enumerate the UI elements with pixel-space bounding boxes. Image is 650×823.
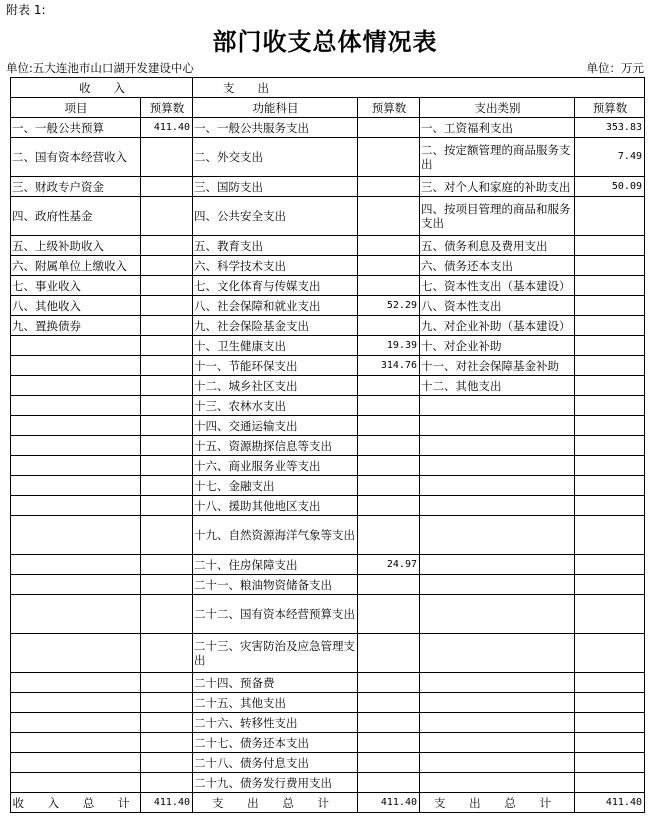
function-item: 九、社会保险基金支出 xyxy=(193,316,358,336)
function-budget xyxy=(358,733,420,753)
category-item xyxy=(420,555,575,575)
income-budget xyxy=(141,356,193,376)
function-item: 二十三、灾害防治及应急管理支出 xyxy=(193,634,358,673)
income-item xyxy=(11,376,141,396)
function-budget xyxy=(358,316,420,336)
category-item xyxy=(420,516,575,555)
category-total-value: 411.40 xyxy=(575,793,645,813)
table-row xyxy=(11,336,645,356)
income-budget xyxy=(141,376,193,396)
category-budget xyxy=(575,575,645,595)
function-budget xyxy=(358,673,420,693)
function-budget xyxy=(358,753,420,773)
function-item: 十二、城乡社区支出 xyxy=(193,376,358,396)
function-total-label: 支 出 总 计 xyxy=(193,793,358,813)
income-budget: 411.40 xyxy=(141,118,193,138)
income-budget xyxy=(141,555,193,575)
category-budget xyxy=(575,516,645,555)
category-item xyxy=(420,733,575,753)
function-item: 二十五、其他支出 xyxy=(193,693,358,713)
category-item xyxy=(420,416,575,436)
function-budget xyxy=(358,456,420,476)
table-row xyxy=(11,595,645,634)
function-item: 四、公共安全支出 xyxy=(193,197,358,236)
category-item xyxy=(420,634,575,673)
income-item: 八、其他收入 xyxy=(11,296,141,316)
table-row xyxy=(11,138,645,177)
function-item: 二十、住房保障支出 xyxy=(193,555,358,575)
table-row xyxy=(11,673,645,693)
income-budget xyxy=(141,336,193,356)
function-budget xyxy=(358,177,420,197)
function-budget xyxy=(358,118,420,138)
income-item xyxy=(11,356,141,376)
expense-group-header: 支 出 xyxy=(193,78,645,98)
income-budget xyxy=(141,516,193,555)
col-header-item: 项目 xyxy=(11,98,141,118)
table-row xyxy=(11,276,645,296)
category-item: 五、债务利息及费用支出 xyxy=(420,236,575,256)
table-row xyxy=(11,713,645,733)
income-item xyxy=(11,476,141,496)
income-item xyxy=(11,416,141,436)
income-budget xyxy=(141,773,193,793)
function-item: 十一、节能环保支出 xyxy=(193,356,358,376)
function-budget xyxy=(358,236,420,256)
income-budget xyxy=(141,316,193,336)
income-item xyxy=(11,555,141,575)
category-budget xyxy=(575,733,645,753)
income-total-label: 收 入 总 计 xyxy=(11,793,141,813)
table-row xyxy=(11,753,645,773)
table-row xyxy=(11,516,645,555)
category-item xyxy=(420,753,575,773)
income-item xyxy=(11,713,141,733)
table-row xyxy=(11,733,645,753)
category-budget: 353.83 xyxy=(575,118,645,138)
category-budget xyxy=(575,336,645,356)
function-item: 一、一般公共服务支出 xyxy=(193,118,358,138)
table-row xyxy=(11,693,645,713)
table-row xyxy=(11,773,645,793)
category-budget xyxy=(575,416,645,436)
income-budget xyxy=(141,236,193,256)
income-item: 四、政府性基金 xyxy=(11,197,141,236)
function-item: 十三、农林水支出 xyxy=(193,396,358,416)
function-item: 三、国防支出 xyxy=(193,177,358,197)
function-item: 二十八、债务付息支出 xyxy=(193,753,358,773)
income-budget xyxy=(141,693,193,713)
category-item: 七、资本性支出（基本建设） xyxy=(420,276,575,296)
category-budget xyxy=(575,555,645,575)
table-row xyxy=(11,634,645,673)
table-row xyxy=(11,416,645,436)
income-item xyxy=(11,773,141,793)
function-budget xyxy=(358,256,420,276)
category-item: 一、工资福利支出 xyxy=(420,118,575,138)
category-budget xyxy=(575,316,645,336)
table-row xyxy=(11,496,645,516)
income-budget xyxy=(141,713,193,733)
income-budget xyxy=(141,416,193,436)
category-budget xyxy=(575,595,645,634)
col-header-budget-function: 预算数 xyxy=(358,98,420,118)
category-budget xyxy=(575,276,645,296)
income-item: 二、国有资本经营收入 xyxy=(11,138,141,177)
function-budget xyxy=(358,138,420,177)
category-item: 四、按项目管理的商品和服务支出 xyxy=(420,197,575,236)
function-item: 六、科学技术支出 xyxy=(193,256,358,276)
col-header-function: 功能科目 xyxy=(193,98,358,118)
table-row xyxy=(11,296,645,316)
page-title: 部门收支总体情况表 xyxy=(212,28,438,56)
income-budget xyxy=(141,138,193,177)
function-item: 二十四、预备费 xyxy=(193,673,358,693)
table-body xyxy=(11,118,645,793)
function-budget xyxy=(358,197,420,236)
function-item: 二十一、粮油物资储备支出 xyxy=(193,575,358,595)
function-budget: 314.76 xyxy=(358,356,420,376)
income-budget xyxy=(141,276,193,296)
col-header-budget-income: 预算数 xyxy=(141,98,193,118)
income-budget xyxy=(141,396,193,416)
income-budget xyxy=(141,177,193,197)
function-budget xyxy=(358,773,420,793)
category-item: 十二、其他支出 xyxy=(420,376,575,396)
income-item xyxy=(11,516,141,555)
function-budget xyxy=(358,634,420,673)
income-item xyxy=(11,396,141,416)
category-budget xyxy=(575,396,645,416)
income-item xyxy=(11,634,141,673)
function-item: 十四、交通运输支出 xyxy=(193,416,358,436)
income-item: 五、上级补助收入 xyxy=(11,236,141,256)
category-budget xyxy=(575,753,645,773)
income-budget xyxy=(141,296,193,316)
category-item xyxy=(420,456,575,476)
income-item xyxy=(11,456,141,476)
category-item: 九、对企业补助（基本建设） xyxy=(420,316,575,336)
table-row xyxy=(11,376,645,396)
function-budget xyxy=(358,516,420,555)
income-budget xyxy=(141,476,193,496)
category-total-label: 支 出 总 计 xyxy=(420,793,575,813)
col-header-budget-category: 预算数 xyxy=(575,98,645,118)
attachment-label: 附表 1: xyxy=(6,3,46,17)
col-header-category: 支出类别 xyxy=(420,98,575,118)
income-item xyxy=(11,753,141,773)
income-budget xyxy=(141,634,193,673)
table-row xyxy=(11,356,645,376)
category-item: 八、资本性支出 xyxy=(420,296,575,316)
income-item xyxy=(11,673,141,693)
income-item xyxy=(11,733,141,753)
function-total-value: 411.40 xyxy=(358,793,420,813)
category-item: 二、按定额管理的商品服务支出 xyxy=(420,138,575,177)
table-row xyxy=(11,197,645,236)
table-row xyxy=(11,476,645,496)
table-row xyxy=(11,236,645,256)
category-item: 十、对企业补助 xyxy=(420,336,575,356)
category-budget: 50.09 xyxy=(575,177,645,197)
function-budget xyxy=(358,496,420,516)
category-item: 六、债务还本支出 xyxy=(420,256,575,276)
income-item: 三、财政专户资金 xyxy=(11,177,141,197)
income-item: 六、附属单位上缴收入 xyxy=(11,256,141,276)
category-budget xyxy=(575,436,645,456)
table-row xyxy=(11,177,645,197)
income-budget xyxy=(141,733,193,753)
function-budget xyxy=(358,713,420,733)
category-item xyxy=(420,673,575,693)
category-item xyxy=(420,595,575,634)
function-item: 十七、金融支出 xyxy=(193,476,358,496)
category-budget xyxy=(575,356,645,376)
function-item: 十六、商业服务业等支出 xyxy=(193,456,358,476)
budget-summary-table xyxy=(10,77,645,813)
category-item xyxy=(420,773,575,793)
income-item: 七、事业收入 xyxy=(11,276,141,296)
income-budget xyxy=(141,673,193,693)
category-budget xyxy=(575,476,645,496)
income-item: 九、置换债券 xyxy=(11,316,141,336)
category-item xyxy=(420,436,575,456)
function-budget xyxy=(358,416,420,436)
income-budget xyxy=(141,456,193,476)
function-item: 五、教育支出 xyxy=(193,236,358,256)
income-budget xyxy=(141,575,193,595)
category-item xyxy=(420,693,575,713)
income-item xyxy=(11,575,141,595)
table-row xyxy=(11,456,645,476)
category-item: 三、对个人和家庭的补助支出 xyxy=(420,177,575,197)
unit-organization: 单位:五大连池市山口湖开发建设中心 xyxy=(6,61,194,75)
category-item xyxy=(420,496,575,516)
function-budget xyxy=(358,693,420,713)
function-budget: 24.97 xyxy=(358,555,420,575)
table-row xyxy=(11,118,645,138)
category-budget xyxy=(575,376,645,396)
category-budget xyxy=(575,296,645,316)
income-budget xyxy=(141,436,193,456)
function-budget xyxy=(358,595,420,634)
function-item: 十五、资源勘探信息等支出 xyxy=(193,436,358,456)
category-item xyxy=(420,713,575,733)
table-row xyxy=(11,555,645,575)
category-budget xyxy=(575,197,645,236)
category-item xyxy=(420,396,575,416)
income-budget xyxy=(141,256,193,276)
category-item xyxy=(420,575,575,595)
table-row xyxy=(11,396,645,416)
category-budget xyxy=(575,496,645,516)
function-item: 七、文化体育与传媒支出 xyxy=(193,276,358,296)
table-row xyxy=(11,436,645,456)
category-budget xyxy=(575,456,645,476)
income-item xyxy=(11,693,141,713)
category-item xyxy=(420,476,575,496)
income-item: 一、一般公共预算 xyxy=(11,118,141,138)
function-item: 十八、援助其他地区支出 xyxy=(193,496,358,516)
category-budget xyxy=(575,236,645,256)
function-budget xyxy=(358,476,420,496)
function-item: 二十九、债务发行费用支出 xyxy=(193,773,358,793)
category-item: 十一、对社会保障基金补助 xyxy=(420,356,575,376)
income-group-header: 收 入 xyxy=(11,78,193,98)
function-item: 八、社会保障和就业支出 xyxy=(193,296,358,316)
function-budget xyxy=(358,436,420,456)
category-budget xyxy=(575,256,645,276)
category-budget xyxy=(575,693,645,713)
income-budget xyxy=(141,595,193,634)
function-budget: 19.39 xyxy=(358,336,420,356)
income-total-value: 411.40 xyxy=(141,793,193,813)
function-budget: 52.29 xyxy=(358,296,420,316)
income-budget xyxy=(141,197,193,236)
function-item: 二十七、债务还本支出 xyxy=(193,733,358,753)
income-budget xyxy=(141,496,193,516)
function-budget xyxy=(358,575,420,595)
function-item: 十九、自然资源海洋气象等支出 xyxy=(193,516,358,555)
category-budget xyxy=(575,634,645,673)
category-budget xyxy=(575,773,645,793)
table-row xyxy=(11,575,645,595)
income-item xyxy=(11,496,141,516)
income-item xyxy=(11,336,141,356)
function-item: 二、外交支出 xyxy=(193,138,358,177)
table-row xyxy=(11,316,645,336)
income-item xyxy=(11,595,141,634)
function-item: 十、卫生健康支出 xyxy=(193,336,358,356)
unit-currency: 单位：万元 xyxy=(586,61,644,75)
function-budget xyxy=(358,276,420,296)
category-budget xyxy=(575,713,645,733)
function-budget xyxy=(358,396,420,416)
function-budget xyxy=(358,376,420,396)
function-item: 二十二、国有资本经营预算支出 xyxy=(193,595,358,634)
category-budget xyxy=(575,673,645,693)
income-item xyxy=(11,436,141,456)
function-item: 二十六、转移性支出 xyxy=(193,713,358,733)
category-budget: 7.49 xyxy=(575,138,645,177)
table-row xyxy=(11,256,645,276)
income-budget xyxy=(141,753,193,773)
